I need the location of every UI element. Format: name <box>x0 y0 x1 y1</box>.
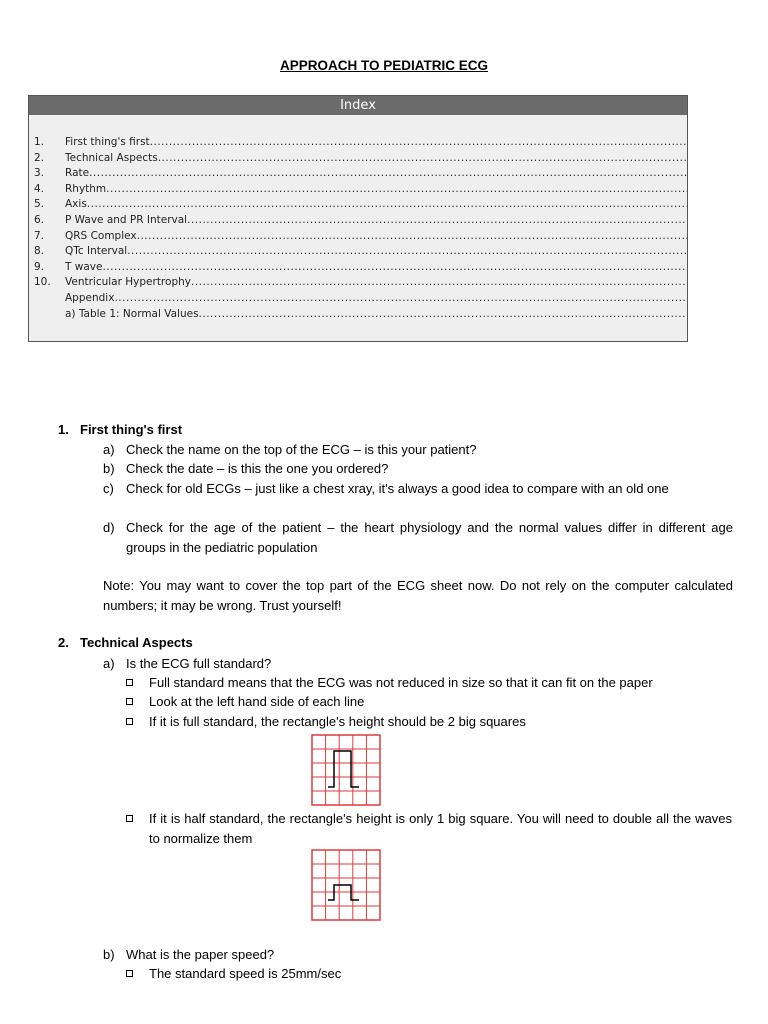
bullet-item: The standard speed is 25mm/sec <box>126 964 732 984</box>
bullet-item: Look at the left hand side of each line <box>126 692 732 712</box>
square-bullet-icon <box>126 718 133 725</box>
list-item: a) Check the name on the top of the ECG – is this your patient? <box>103 442 477 457</box>
list-item: a) Is the ECG full standard? <box>103 656 272 671</box>
index-row[interactable]: 9. T wave ..... <box>34 261 687 277</box>
index-box <box>28 95 688 342</box>
index-row[interactable]: Appendix ..... <box>34 292 687 308</box>
index-list <box>34 136 687 323</box>
note-paragraph: Note: You may want to cover the top part of the ECG sheet now. Do not rely on the computer calculated numbers; it may be wrong. Trust yourself! <box>103 578 733 613</box>
list-item: b) Check the date – is this the one you ordered? <box>103 461 389 476</box>
index-row[interactable]: 1. First thing's first ..... <box>34 136 687 152</box>
bullet-item: Full standard means that the ECG was not reduced in size so that it can fit on the paper <box>126 673 732 693</box>
index-row[interactable]: 6. P Wave and PR Interval ..... <box>34 214 687 230</box>
index-row[interactable]: 5. Axis ..... <box>34 198 687 214</box>
index-row[interactable]: 4. Rhythm ..... <box>34 183 687 199</box>
index-row[interactable]: a) Table 1: Normal Values ..... <box>34 308 687 324</box>
list-item: c) Check for old ECGs – just like a chest xray, it's always a good idea to compare with an old one <box>103 481 669 496</box>
bullet-item: If it is full standard, the rectangle's height should be 2 big squares <box>126 712 732 732</box>
index-row[interactable]: 10. Ventricular Hypertrophy ..... <box>34 276 687 292</box>
square-bullet-icon <box>126 815 133 822</box>
document-title: APPROACH TO PEDIATRIC ECG <box>279 58 489 73</box>
index-header: Index <box>29 96 687 115</box>
index-row[interactable]: 3. Rate ..... <box>34 167 687 183</box>
section-2-heading: 2. Technical Aspects <box>58 635 193 650</box>
index-row[interactable]: 2. Technical Aspects ..... <box>34 152 687 168</box>
section-1-heading: 1. First thing's first <box>58 422 183 437</box>
square-bullet-icon <box>126 679 133 686</box>
bullet-item: If it is half standard, the rectangle's height is only 1 big square. You will need to double all the waves to normalize them <box>126 809 732 848</box>
list-item: b) What is the paper speed? <box>103 947 275 962</box>
square-bullet-icon <box>126 970 133 977</box>
full-standard-grid-figure <box>311 734 381 806</box>
list-item: d) Check for the age of the patient – the heart physiology and the normal values differ in different age groups in the pediatric population <box>103 520 733 555</box>
index-row[interactable]: 8. QTc Interval ..... <box>34 245 687 261</box>
half-standard-grid-figure <box>311 849 381 921</box>
index-row[interactable]: 7. QRS Complex ..... <box>34 230 687 246</box>
square-bullet-icon <box>126 698 133 705</box>
